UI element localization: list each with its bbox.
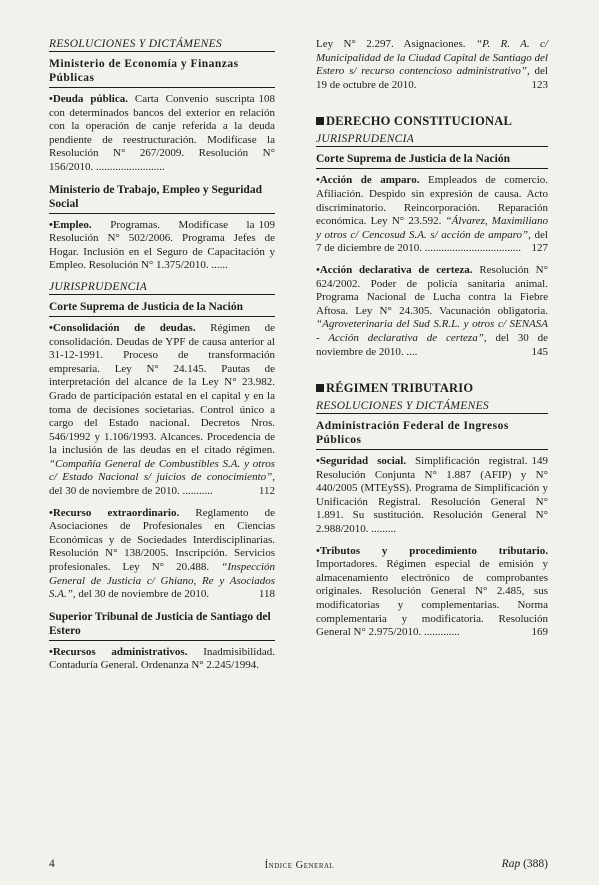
case-name: “Álvarez, Maximiliano y otros c/ Cencosud S.A. s/ acción de amparo”: [316, 215, 548, 241]
entry-keyword: •Consolidación de deudas.: [49, 321, 196, 334]
index-entry: [49, 322, 275, 499]
footer-title: Índice General: [264, 860, 335, 871]
section-heading: [316, 381, 548, 396]
organism-heading: Corte Suprema de Justicia de la Nación: [316, 152, 548, 169]
section-title: DERECHO CONSTITUCIONAL: [326, 114, 513, 129]
entry-keyword: •Tributos y procedimiento tributario.: [316, 544, 548, 557]
index-entry-continued: [316, 38, 548, 92]
organism-heading: Ministerio de Economía y Finanzas Públicas: [49, 57, 275, 88]
entry-text: Régimen de consolidación. Deudas de YPF de causa anterior al 31-12-1991. Proceso de transformación empresaria. Ley N° 24.145. Pautas de interpretación del alcance de la Ley N° 23.982. Grado de participación estatal en el capital y en la toma de decisiones societarias. Control único a cargo del Estado nacional. Decretos Nros. 546/1992 y 1.106/1993. Alcances. Procedencia de la inclusión de las deudas en el citado régimen.: [49, 321, 275, 457]
page-ref: 149: [531, 455, 548, 468]
index-entry: [316, 455, 548, 537]
entry-keyword: •Acción de amparo.: [316, 174, 420, 187]
section-title: RÉGIMEN TRIBUTARIO: [326, 381, 474, 396]
entry-date: , del 30 de noviembre de 2010. ...........: [49, 471, 275, 498]
entry-keyword: •Recurso extraordinario.: [49, 506, 180, 519]
case-name: “P. R. A. c/ Municipalidad de la Ciudad Capital de Santiago del Estero s/ recurso contencioso administrativo”: [316, 38, 548, 78]
case-name: “Compañía General de Combustibles S.A. y otros c/ Estado Nacional s/ juicios de conocimiento”: [49, 457, 275, 484]
page-number: 4: [49, 858, 55, 870]
index-entry: [49, 646, 275, 673]
organism-heading: Ministerio de Trabajo, Empleo y Seguridad Social: [49, 183, 275, 214]
entry-text: Reglamento de Asociaciones de Profesionales en Ciencias Económicas y de Sociedades Interdisciplinarias. Resolución N° 138/2005. Inscripción. Servicios profesionales. Ley N° 20.488.: [49, 506, 275, 574]
entry-keyword: •Recursos administrativos.: [49, 645, 188, 658]
index-entry: [49, 507, 275, 602]
entry-text: Programas. Modifícase la Resolución N° 502/2006. Programa Jefes de Hogar. Inclusión en el Seguro de Capacitación y Empleo. Resolución N° 1.375/2010. ......: [49, 218, 275, 272]
page-ref: 118: [258, 588, 275, 601]
page-ref: 123: [531, 78, 548, 91]
entry-text: Ley N° 2.297. Asignaciones.: [316, 38, 476, 50]
entry-date: , del 19 de octubre de 2010.: [316, 65, 548, 91]
index-entry: [316, 545, 548, 640]
category-heading: JURISPRUDENCIA: [316, 133, 548, 147]
entry-keyword: •Acción declarativa de certeza.: [316, 263, 473, 276]
entry-text: Empleados de comercio. Afiliación. Despido sin expresión de causa. Acto discriminatorio. Reincorporación. Reparación económica. Ley N° 23.592.: [316, 174, 548, 228]
entry-date: , del 7 de diciembre de 2010. ...................................: [316, 228, 548, 255]
entry-keyword: •Empleo.: [49, 218, 92, 231]
right-column: [316, 38, 548, 648]
page-ref: 108: [258, 93, 275, 105]
bullet-square-icon: [316, 384, 324, 392]
entry-date: , del 30 de noviembre de 2010.: [72, 588, 210, 601]
case-name: “Inspección General de Justicia c/ Ghiano, Re y Asociados S.A.”: [49, 561, 275, 601]
journal-name: Rap: [501, 858, 521, 870]
entry-text: Importadores. Régimen especial de emisión y almacenamiento electrónico de comprobantes originales. Resolución General N° 2.485, sus modificatorias y complementarias. Norma complementaria y modificatoria. Resolución General N° 2.975/2010. .............: [316, 558, 548, 639]
index-entry: [316, 174, 548, 256]
entry-date: , del 30 de noviembre de 2010. ....: [316, 331, 548, 358]
category-heading: RESOLUCIONES Y DICTÁMENES: [316, 400, 548, 414]
case-name: “Agroveterinaria del Sud S.R.L. y otros c/ SENASA - Acción declarativa de certeza”: [316, 318, 548, 344]
journal-issue: [502, 858, 548, 870]
bullet-square-icon: [316, 117, 324, 125]
page-ref: 112: [258, 485, 275, 498]
issue-number: (388): [523, 858, 548, 870]
category-heading: JURISPRUDENCIA: [49, 281, 275, 295]
organism-heading: Superior Tribunal de Justicia de Santiago del Estero: [49, 610, 275, 641]
left-column: [49, 38, 275, 681]
organism-heading: Administración Federal de Ingresos Públicos: [316, 419, 548, 450]
page-ref: 145: [531, 345, 548, 358]
index-entry: [316, 264, 548, 359]
page-ref: 109: [258, 218, 275, 231]
category-heading: RESOLUCIONES Y DICTÁMENES: [49, 38, 275, 52]
entry-text: Resolución N° 624/2002. Poder de policía sanitaria animal. Programa Nacional de Lucha contra la Fiebre Aftosa. Ley N° 24.305. Vacunación obligatoria.: [316, 263, 548, 317]
index-entry: [49, 219, 275, 273]
section-heading: [316, 114, 548, 129]
entry-text: Carta Convenio suscripta con determinados bancos del exterior en relación con la operación de canje referida a la deuda pendiente de reestructuración. Modifícase la Resolución N° 267/2009. Resolución N° 156/2010. .........................: [49, 93, 275, 173]
index-entry: [49, 93, 275, 175]
entry-keyword: •Seguridad social.: [316, 455, 407, 468]
page-ref: 169: [531, 626, 548, 639]
page-ref: 127: [531, 242, 548, 255]
entry-text: Simplificación registral. Resolución Conjunta N° 1.887 (AFIP) y N° 440/2005 (MTEySS). Programa de Simplificación y Unificación Registral. Resolución General N° 1.891. Su sustitución. Resolución General N° 2.988/2010. .........: [316, 455, 548, 536]
organism-heading: Corte Suprema de Justicia de la Nación: [49, 300, 275, 317]
entry-text: Inadmisibilidad. Contaduría General. Ordenanza N° 2.245/1994.: [49, 645, 275, 672]
entry-keyword: •Deuda pública.: [49, 93, 128, 105]
